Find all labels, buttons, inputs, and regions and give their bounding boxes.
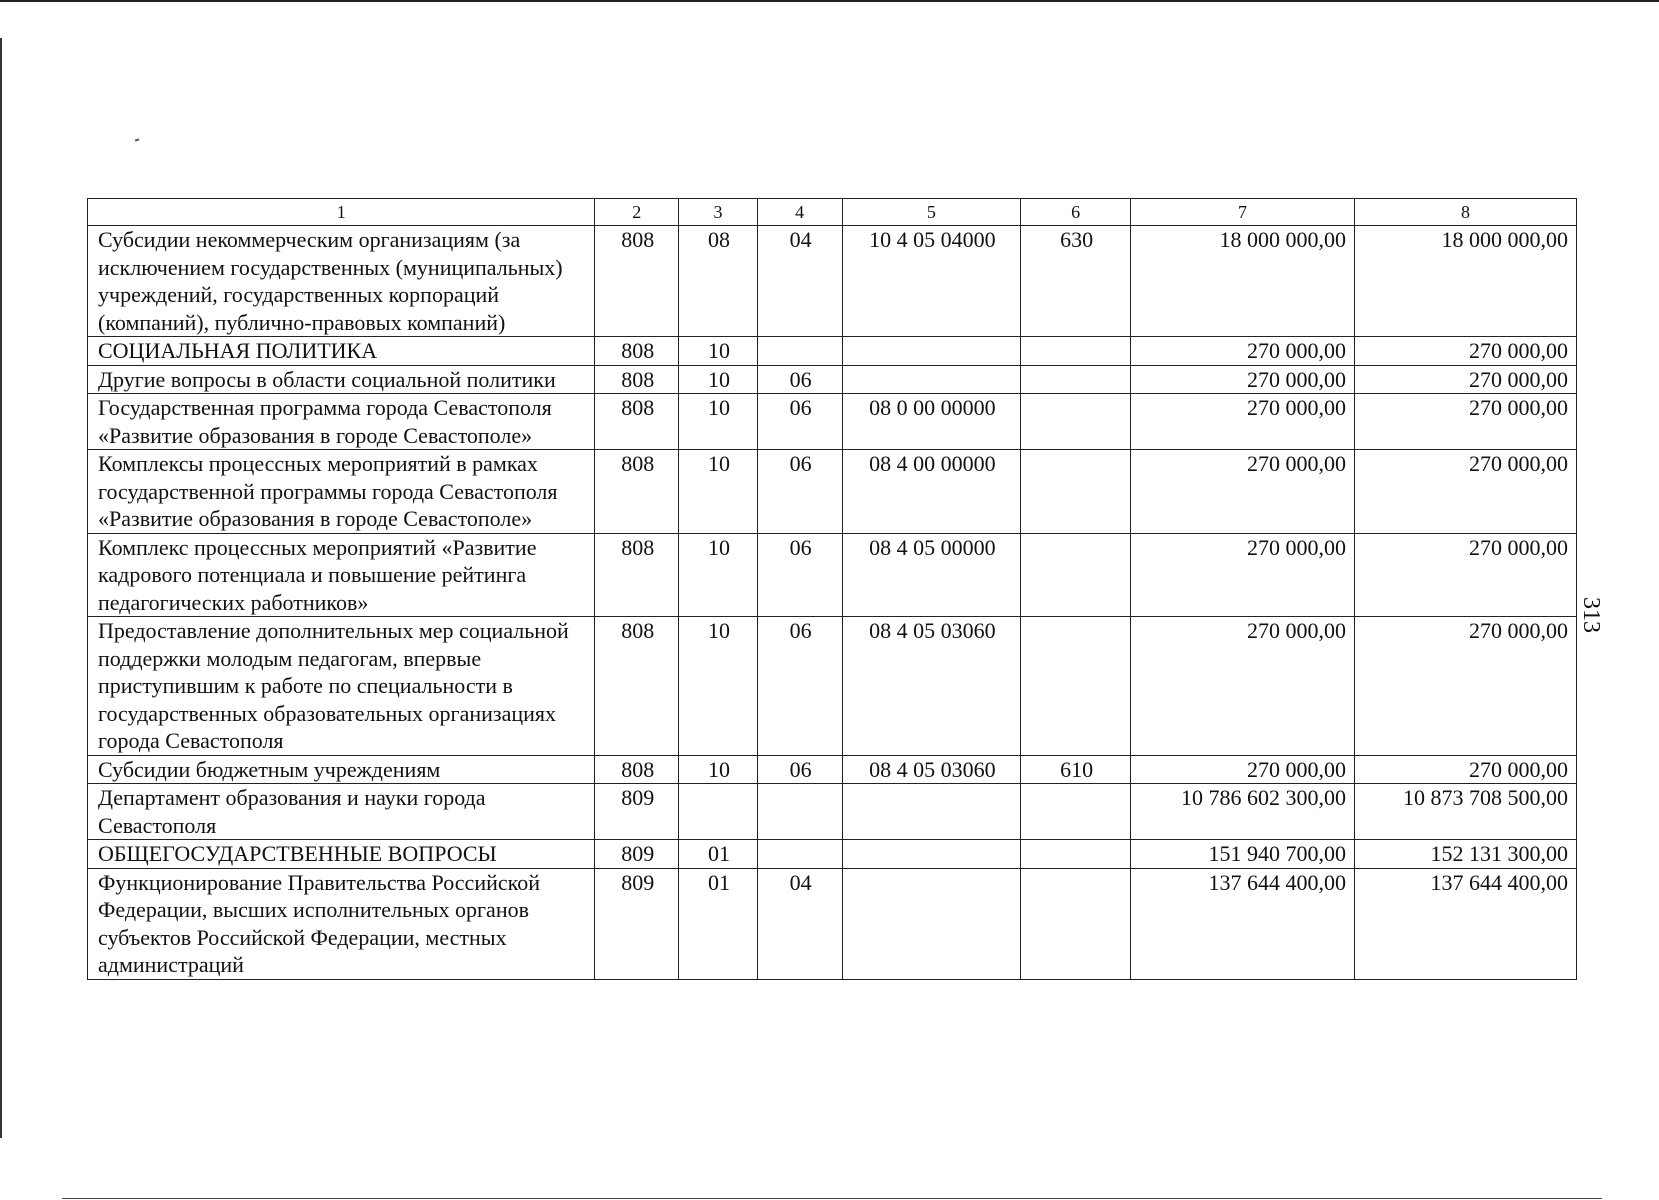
row-name: ОБЩЕГОСУДАРСТВЕННЫЕ ВОПРОСЫ xyxy=(88,840,595,869)
row-expense-type xyxy=(1021,365,1131,394)
row-section-code: 10 xyxy=(679,337,758,366)
row-subsection-code xyxy=(757,337,842,366)
row-subsection-code: 04 xyxy=(757,868,842,979)
row-section-code: 10 xyxy=(679,755,758,784)
row-ministry-code: 808 xyxy=(595,450,679,534)
row-amount-col7: 270 000,00 xyxy=(1131,365,1355,394)
row-name: Государственная программа города Севастополя «Развитие образования в городе Севастополе» xyxy=(88,394,595,450)
col-header-3: 3 xyxy=(679,199,758,226)
row-amount-col7: 270 000,00 xyxy=(1131,337,1355,366)
table-row xyxy=(88,784,1577,840)
scan-left-edge xyxy=(0,38,2,1138)
row-name: Комплекс процессных мероприятий «Развитие кадрового потенциала и повышение рейтинга педагогических работников» xyxy=(88,533,595,617)
row-amount-col7: 270 000,00 xyxy=(1131,617,1355,756)
scan-speck xyxy=(135,138,139,141)
row-section-code: 10 xyxy=(679,617,758,756)
col-header-1: 1 xyxy=(88,199,595,226)
scan-top-edge xyxy=(0,0,1659,2)
row-amount-col8: 270 000,00 xyxy=(1355,337,1577,366)
row-amount-col7: 18 000 000,00 xyxy=(1131,226,1355,337)
row-target-code xyxy=(842,840,1021,869)
row-ministry-code: 808 xyxy=(595,617,679,756)
row-target-code: 08 4 00 00000 xyxy=(842,450,1021,534)
row-target-code xyxy=(842,337,1021,366)
row-expense-type xyxy=(1021,533,1131,617)
row-ministry-code: 809 xyxy=(595,784,679,840)
row-section-code: 10 xyxy=(679,450,758,534)
row-section-code: 10 xyxy=(679,533,758,617)
row-ministry-code: 808 xyxy=(595,394,679,450)
table-row xyxy=(88,533,1577,617)
row-subsection-code: 06 xyxy=(757,365,842,394)
row-subsection-code xyxy=(757,840,842,869)
row-expense-type xyxy=(1021,617,1131,756)
table-row xyxy=(88,840,1577,869)
row-amount-col8: 270 000,00 xyxy=(1355,394,1577,450)
row-amount-col8: 152 131 300,00 xyxy=(1355,840,1577,869)
row-section-code: 08 xyxy=(679,226,758,337)
row-section-code: 01 xyxy=(679,840,758,869)
col-header-5: 5 xyxy=(842,199,1021,226)
row-subsection-code: 06 xyxy=(757,755,842,784)
row-name: Субсидии бюджетным учреждениям xyxy=(88,755,595,784)
budget-table xyxy=(87,198,1577,980)
row-ministry-code: 808 xyxy=(595,337,679,366)
row-amount-col7: 270 000,00 xyxy=(1131,755,1355,784)
row-subsection-code: 04 xyxy=(757,226,842,337)
row-target-code xyxy=(842,365,1021,394)
row-amount-col8: 270 000,00 xyxy=(1355,533,1577,617)
row-amount-col7: 10 786 602 300,00 xyxy=(1131,784,1355,840)
row-name: СОЦИАЛЬНАЯ ПОЛИТИКА xyxy=(88,337,595,366)
row-expense-type: 610 xyxy=(1021,755,1131,784)
row-expense-type: 630 xyxy=(1021,226,1131,337)
row-expense-type xyxy=(1021,868,1131,979)
row-expense-type xyxy=(1021,394,1131,450)
row-amount-col8: 270 000,00 xyxy=(1355,755,1577,784)
table-row xyxy=(88,450,1577,534)
row-amount-col8: 270 000,00 xyxy=(1355,617,1577,756)
row-target-code: 08 4 05 00000 xyxy=(842,533,1021,617)
row-target-code: 10 4 05 04000 xyxy=(842,226,1021,337)
row-ministry-code: 808 xyxy=(595,755,679,784)
row-amount-col7: 151 940 700,00 xyxy=(1131,840,1355,869)
row-subsection-code: 06 xyxy=(757,394,842,450)
row-amount-col7: 137 644 400,00 xyxy=(1131,868,1355,979)
row-subsection-code xyxy=(757,784,842,840)
table-row xyxy=(88,868,1577,979)
col-header-2: 2 xyxy=(595,199,679,226)
row-amount-col8: 137 644 400,00 xyxy=(1355,868,1577,979)
row-amount-col7: 270 000,00 xyxy=(1131,533,1355,617)
row-target-code xyxy=(842,868,1021,979)
row-section-code: 10 xyxy=(679,365,758,394)
table-row xyxy=(88,755,1577,784)
row-section-code: 10 xyxy=(679,394,758,450)
row-name: Другие вопросы в области социальной политики xyxy=(88,365,595,394)
col-header-8: 8 xyxy=(1355,199,1577,226)
row-section-code xyxy=(679,784,758,840)
col-header-4: 4 xyxy=(757,199,842,226)
row-amount-col7: 270 000,00 xyxy=(1131,450,1355,534)
row-amount-col8: 18 000 000,00 xyxy=(1355,226,1577,337)
row-expense-type xyxy=(1021,450,1131,534)
table-row xyxy=(88,617,1577,756)
row-subsection-code: 06 xyxy=(757,533,842,617)
row-subsection-code: 06 xyxy=(757,450,842,534)
row-subsection-code: 06 xyxy=(757,617,842,756)
table-header-row xyxy=(88,199,1577,226)
row-amount-col8: 10 873 708 500,00 xyxy=(1355,784,1577,840)
table-row xyxy=(88,226,1577,337)
table-row xyxy=(88,337,1577,366)
row-name: Субсидии некоммерческим организациям (за исключением государственных (муниципальных) учреждений, государственных корпораций (компаний), публично-правовых компаний) xyxy=(88,226,595,337)
row-ministry-code: 809 xyxy=(595,868,679,979)
table-row xyxy=(88,394,1577,450)
row-expense-type xyxy=(1021,784,1131,840)
row-ministry-code: 809 xyxy=(595,840,679,869)
row-amount-col7: 270 000,00 xyxy=(1131,394,1355,450)
row-expense-type xyxy=(1021,337,1131,366)
row-name: Функционирование Правительства Российской Федерации, высших исполнительных органов субъектов Российской Федерации, местных администраций xyxy=(88,868,595,979)
row-section-code: 01 xyxy=(679,868,758,979)
row-name: Предоставление дополнительных мер социальной поддержки молодым педагогам, впервые приступившим к работе по специальности в государственных образовательных организациях города Севастополя xyxy=(88,617,595,756)
row-target-code: 08 0 00 00000 xyxy=(842,394,1021,450)
col-header-6: 6 xyxy=(1021,199,1131,226)
row-target-code: 08 4 05 03060 xyxy=(842,755,1021,784)
row-ministry-code: 808 xyxy=(595,365,679,394)
row-target-code xyxy=(842,784,1021,840)
row-amount-col8: 270 000,00 xyxy=(1355,450,1577,534)
row-name: Департамент образования и науки города Севастополя xyxy=(88,784,595,840)
col-header-7: 7 xyxy=(1131,199,1355,226)
table-row xyxy=(88,365,1577,394)
row-amount-col8: 270 000,00 xyxy=(1355,365,1577,394)
page-number: 313 xyxy=(1578,597,1604,633)
scan-bottom-rule xyxy=(62,1198,1602,1199)
row-ministry-code: 808 xyxy=(595,226,679,337)
row-ministry-code: 808 xyxy=(595,533,679,617)
row-expense-type xyxy=(1021,840,1131,869)
row-target-code: 08 4 05 03060 xyxy=(842,617,1021,756)
row-name: Комплексы процессных мероприятий в рамках государственной программы города Севастополя «Развитие образования в городе Севастополе» xyxy=(88,450,595,534)
